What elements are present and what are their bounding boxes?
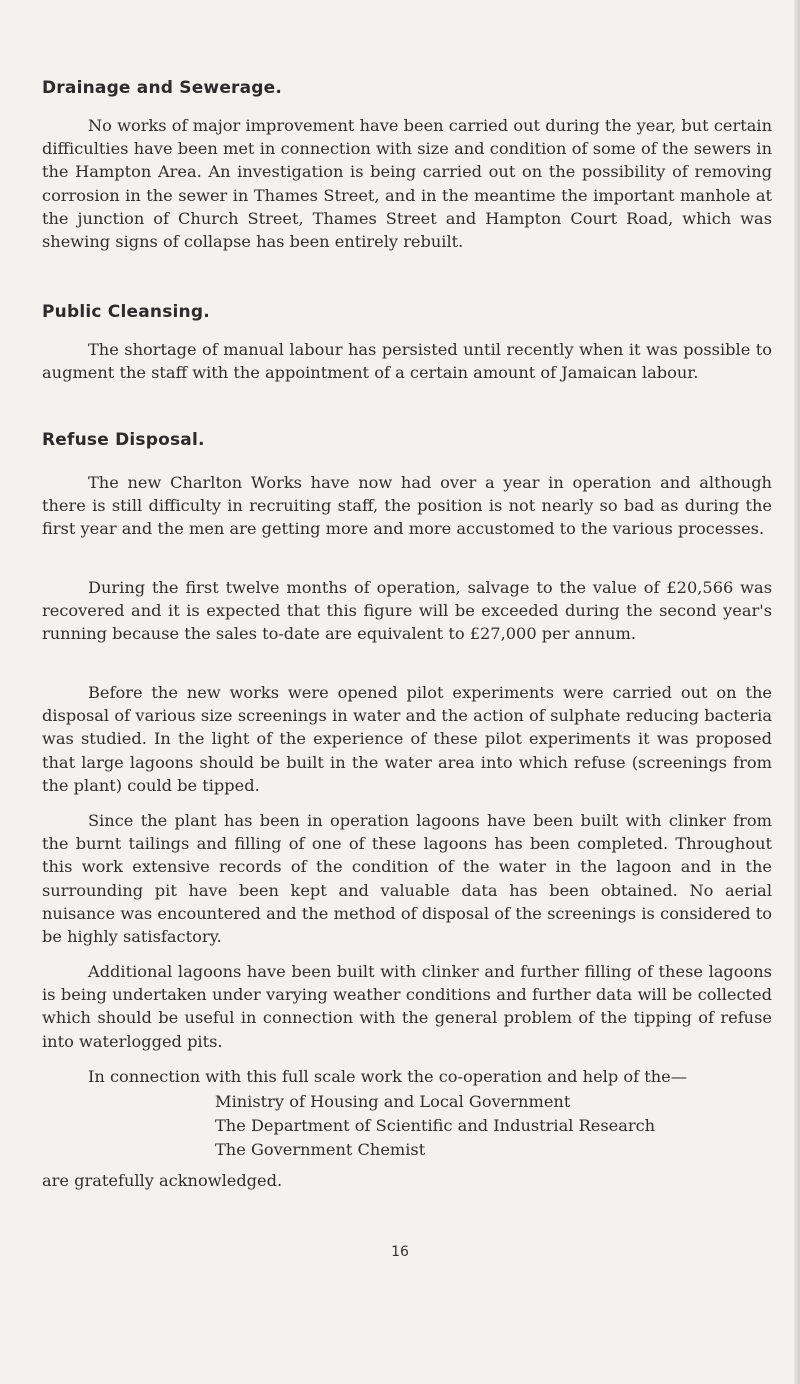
paragraph-refuse-4: Since the plant has been in operation lagoons have been built with clinker from the burnt tailings and filling of one of these lagoons has been completed. Throughout this work extensive records of the condition of the water in the lagoon and in the surrounding pit have been kept and valuable data has been obtained. No aerial nuisance was encountered and the method of disposal of the screenings is considered to be highly satisfactory. xyxy=(42,811,772,947)
paragraph-refuse-5: Additional lagoons have been built with clinker and further filling of these lagoons is being undertaken under varying weather conditions and further data will be collected which should be useful in connection with the general problem of the tipping of refuse into waterlogged pits. xyxy=(42,962,772,1051)
acknowledged-body-ministry: Ministry of Housing and Local Government xyxy=(215,1092,571,1111)
heading-public-cleansing: Public Cleansing. xyxy=(42,302,210,322)
paragraph-refuse-1: The new Charlton Works have now had over a year in operation and although there is still difficulty in recruiting staff, the position is not nearly so bad as during the first year and the men are getting more and more accustomed to the various processes. xyxy=(42,473,772,539)
paragraph-drainage: No works of major improvement have been carried out during the year, but certain difficulties have been met in connection with size and condition of some of the sewers in the Hampton Area. An investigation is being carried out on the possibility of removing corrosion in the sewer in Thames Street, and in the meantime the important manhole at the junction of Church Street, Thames Street and Hampton Court Road, which was shewing signs of collapse has been entirely rebuilt. xyxy=(42,116,772,252)
paragraph-refuse-3: Before the new works were opened pilot experiments were carried out on the disposal of various size screenings in water and the action of sulphate reducing bacteria was studied. In the light of the experience of these pilot experiments it was proposed that large lagoons should be built in the water area into which refuse (screenings from the plant) could be tipped. xyxy=(42,683,772,795)
page-edge-shadow xyxy=(794,0,800,1384)
closing-line: are gratefully acknowledged. xyxy=(42,1171,283,1190)
paragraph-refuse-2: During the first twelve months of operation, salvage to the value of £20,566 was recovered and it is expected that this figure will be exceeded during the second year's running because the sales to-date are equivalent to £27,000 per annum. xyxy=(42,578,772,644)
page-number: 16 xyxy=(391,1244,409,1260)
heading-refuse-disposal: Refuse Disposal. xyxy=(42,430,205,450)
paragraph-refuse-6: In connection with this full scale work the co-operation and help of the— xyxy=(88,1067,687,1086)
paragraph-public-cleansing: The shortage of manual labour has persisted until recently when it was possible to augment the staff with the appointment of a certain amount of Jamaican labour. xyxy=(42,340,772,383)
acknowledged-body-government-chemist: The Government Chemist xyxy=(215,1140,426,1159)
acknowledged-body-dsir: The Department of Scientific and Industrial Research xyxy=(215,1116,656,1135)
heading-drainage-and-sewerage: Drainage and Sewerage. xyxy=(42,78,283,98)
